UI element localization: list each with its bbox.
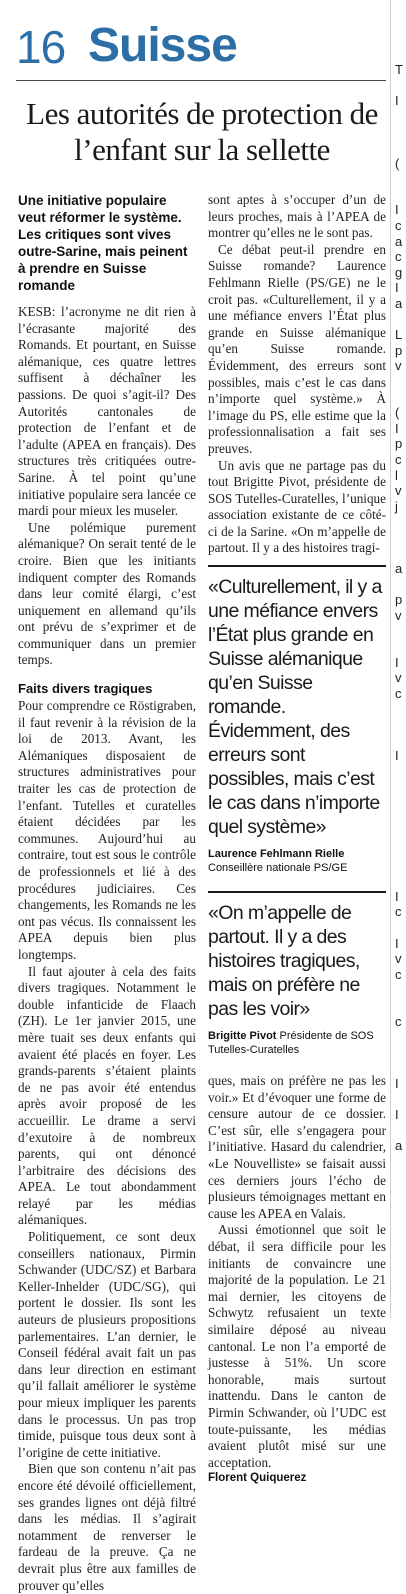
fragment-glyph: c — [395, 904, 402, 920]
paragraph: Bien que son contenu n’ait pas encore été dévoilé officiellement, ses grandes lignes ont déjà filtré dans les médias. Il s’agirait notamment de renverser le fardeau de la preuve. Ça ne devrait plus être aux familles de prouver qu’elles — [18, 1461, 196, 1593]
paragraph: Politiquement, ce sont deux conseillers nationaux, Pirmin Schwander (UDC/SZ) et Barbara Keller-Inhelder (UDC/SG), qui portent le dossier. Ils sont les auteurs de plusieurs propositions parlementaires. L’an dernier, le Conseil fédéral avait fait un pas dans leur direction en estimant qu’il fallait améliorer le système pour mieux impliquer les parents dans le processus. Un pas trop timide, puisque tous deux sont à l’origine de cette initiative. — [18, 1229, 196, 1460]
fragment-glyph: p — [395, 342, 403, 358]
fragment-glyph: I — [395, 935, 399, 951]
pull-quote-text: «On m’appelle de partout. Il y a des histoires tragiques, mais on préfère ne pas les voir» — [208, 902, 360, 1021]
fragment-glyph: p — [395, 592, 403, 608]
fragment-glyph: c — [395, 686, 402, 701]
fragment-glyph: v — [395, 608, 402, 623]
paragraph: Il faut ajouter à cela des faits divers tragiques. Notamment le double infanticide de Flaach (ZH). Le 1er janvier 2015, une mère tuait ses deux enfants qui avaient été placés en foyer. Les grands-parents s’étaient plaints de ne pas avoir été entendus après avoir proposé de les accueillir. Le drame a servi d’exutoire à de nombreux parents, qui ont dénoncé l’arbitraire des décisions des APEA. Le tout abondamment relayé par les médias alémaniques. — [18, 963, 196, 1228]
column-divider — [390, 0, 391, 1318]
left-column — [18, 192, 196, 1593]
fragment-glyph: I — [395, 280, 399, 296]
fragment-glyph: l — [395, 467, 398, 483]
page-number: 16 — [16, 21, 66, 73]
fragment-glyph: ( — [395, 405, 400, 421]
paragraph: KESB: l’acronyme ne dit rien à l’écrasante majorité des Romands. Et pourtant, en Suisse alémanique, ces quatre lettres suffisent à déchaîner les passions. De quoi s’agit-il? Des Autorités cantonales de protection de l’enfant et de l’adulte (APEA en français). Des structures très critiquées outre-Sarine. À tel point qu’une initiative populaire sera lancée ce mardi pour mieux les museler. — [18, 304, 196, 519]
header-divider — [16, 80, 386, 81]
fragment-glyph: I — [395, 420, 399, 436]
fragment-glyph: I — [395, 1107, 399, 1123]
quote-role: Conseillère nationale PS/GE — [208, 862, 348, 875]
fragment-glyph: c — [395, 218, 402, 233]
pull-quote — [208, 891, 386, 1063]
paragraph: Un avis que ne partage pas du tout Brigitte Pivot, présidente de SOS Tutelles-Curatelles, l’unique association existante de ce côté-ci de la Sarine. «On m’appelle de partout. Il y a des histoires tragi- — [208, 457, 386, 556]
author-signature: Florent Quiquerez — [208, 1472, 307, 1485]
fragment-glyph: v — [395, 670, 402, 686]
fragment-glyph: v — [395, 358, 402, 374]
article-lead: Une initiative populaire veut réformer le système. Les critiques sont vives outre-Sarine, mais peinent à prendre en Suisse romande — [18, 193, 188, 293]
paragraph: Ce débat peut-il prendre en Suisse romande? Laurence Fehlmann Rielle (PS/GE) ne le croit pas. «Culturellement, il y a une méfiance envers l’État plus grande en Suisse alémanique qu’en Suisse romande. Évidemment, des erreurs sont possibles, mais c’est le cas dans n’importe quel système.» À l’image du PS, elle estime que la professionnalisation a fait ses preuves. — [208, 241, 386, 456]
fragment-glyph: j — [395, 498, 398, 514]
paragraph: Pour comprendre ce Röstigraben, il faut revenir à la révision de la loi de 2013. Avant, les Alémaniques disposaient de structures administratives pour traiter les cas de protection de l’enfant. Tutelles et curatelles étaient décidées par les communes. Aujourd’hui au contraire, tout est sous le contrôle de professionnels et lié à des procédures judiciaires. Ces changements, les Romands ne les ont pas vécus. Ils connaissent les APEA depuis bien plus longtemps. — [18, 698, 196, 962]
quote-role: Présidente de SOS Tutelles-Curatelles — [208, 1030, 374, 1057]
fragment-glyph: a — [395, 561, 403, 577]
article-title: Les autorités de protection de l’enfant sur la sellette — [26, 96, 378, 167]
paragraph: Aussi émotionnel que soit le débat, il sera difficile pour les initiants de convaincre une majorité de la population. Le 21 mai dernier, les citoyens de Schwytz refusaient un texte similaire déposé au niveau cantonal. Le non l’a emporté de justesse à 51%. Un score honorable, mais surtout inattendu. Dans le canton de Pirmin Schwander, où l’UDC est toute-puissante, les médias avaient plutôt misé sur une acceptation. — [208, 1222, 386, 1470]
section-name: Suisse — [88, 19, 237, 72]
fragment-glyph: I — [395, 748, 399, 764]
fragment-glyph: c — [395, 1013, 402, 1029]
paragraph: ques, mais on préfère ne pas les voir.» Et d’évoquer une forme de censure autour de ce dossier. C’est sûr, elle s’engagera pour l’initiative. Hasard du calendrier, «Le Nouvelliste» se faisait aussi ces derniers jours l’écho de plusieurs témoignages mettant en cause les APEA en Valais. — [208, 1073, 386, 1221]
fragment-glyph: v — [395, 483, 402, 499]
fragment-glyph: I — [395, 654, 399, 670]
fragment-glyph: T — [395, 62, 403, 77]
fragment-glyph: c — [395, 452, 402, 467]
fragment-glyph: c — [395, 249, 402, 265]
fragment-glyph: I — [395, 202, 399, 218]
quote-author: Brigitte Pivot — [208, 1030, 277, 1043]
fragment-glyph: I — [395, 1076, 399, 1091]
quote-author-line — [208, 1029, 386, 1057]
fragment-glyph: I — [395, 888, 399, 904]
fragment-glyph: I — [395, 93, 399, 109]
fragment-glyph: ( — [395, 155, 400, 171]
pull-quote-text: «Culturellement, il y a une méfiance envers l’État plus grande en Suisse alémanique qu’en Suisse romande. Évidemment, des erreurs sont possibles, mais c’est le cas dans n’importe quel système» — [208, 576, 382, 839]
fragment-glyph: a — [395, 1138, 403, 1154]
fragment-glyph: p — [395, 436, 403, 452]
page-header — [16, 14, 386, 74]
pull-quote — [208, 565, 386, 881]
fragment-glyph: L — [395, 327, 403, 343]
fragment-glyph: a — [395, 296, 403, 311]
fragment-glyph: a — [395, 233, 403, 249]
quote-author: Laurence Fehlmann Rielle — [208, 848, 345, 861]
right-column — [208, 192, 386, 1485]
fragment-glyph: v — [395, 951, 402, 967]
fragment-glyph: c — [395, 966, 402, 982]
subheading: Faits divers tragiques — [18, 681, 153, 697]
paragraph: sont aptes à s’occuper d’un de leurs proches, mais à l’APEA de montrer qu’elles ne le sont pas. — [208, 192, 386, 241]
fragment-glyph: g — [395, 264, 403, 280]
paragraph: Une polémique purement alémanique? On serait tenté de le croire. Bien que les initiants indiquent compter des Romands dans leur comité élargi, c’est uniquement en allemand qu’ils ont prévu de s’exprimer et de communiquer dans un premier temps. — [18, 519, 196, 668]
